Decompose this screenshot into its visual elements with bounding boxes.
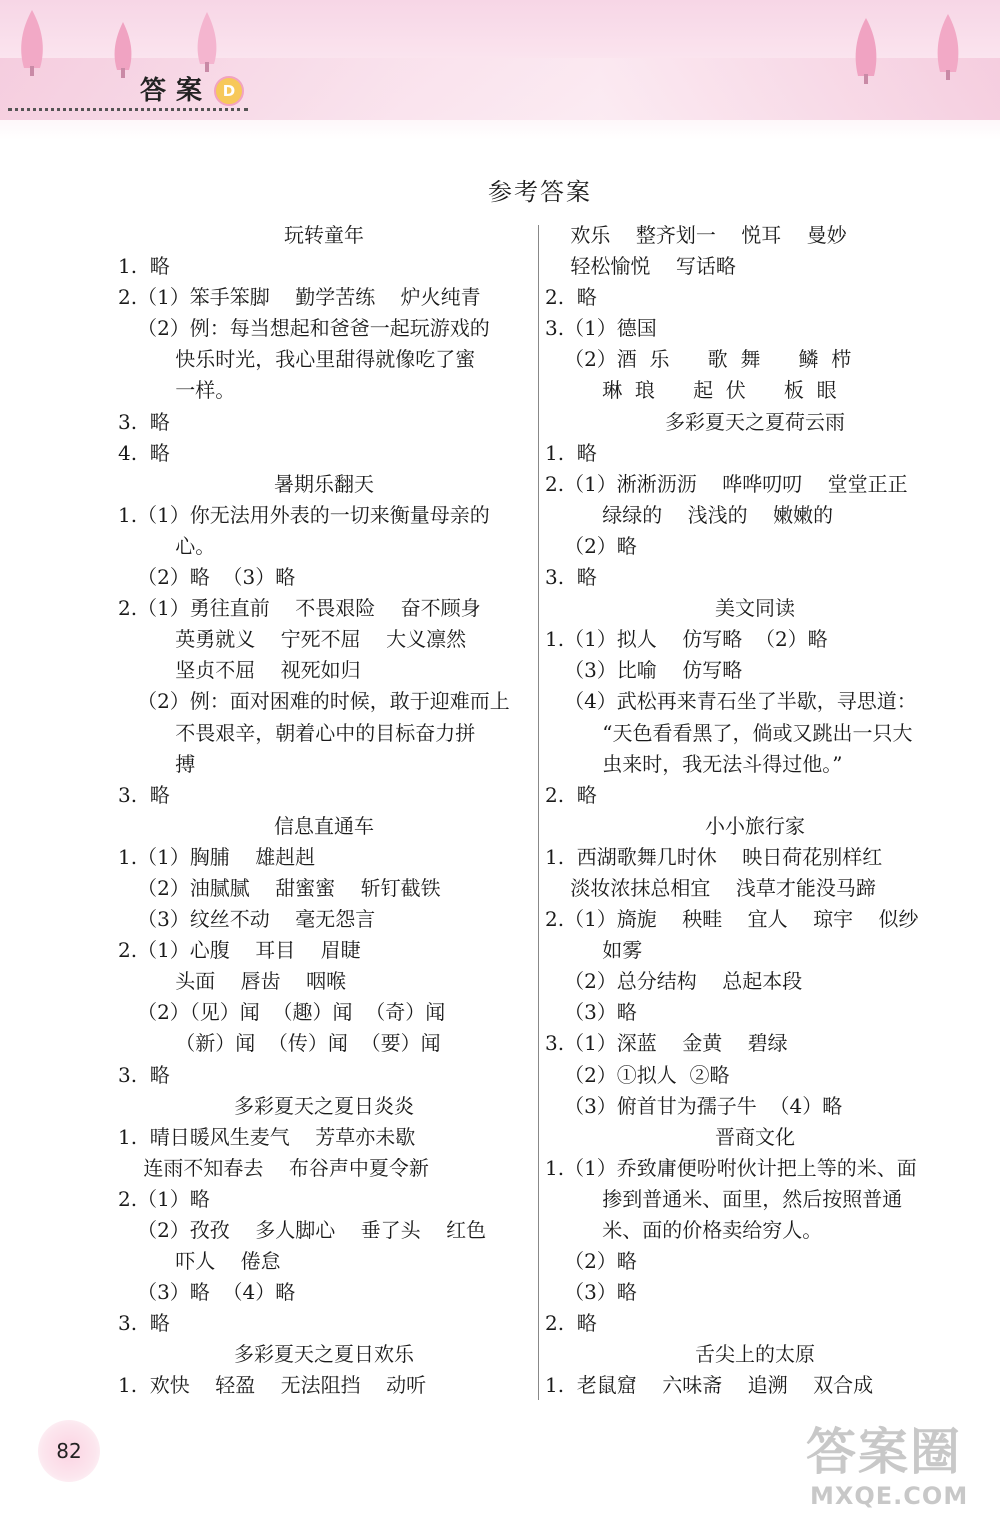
section-heading: 信息直通车 <box>274 813 374 838</box>
answer-line: 1.（1）拟人 仿写略 （2）略 <box>545 627 828 652</box>
section-heading: 多彩夏天之夏日炎炎 <box>234 1093 414 1118</box>
answer-line: 吓人 倦怠 <box>118 1249 281 1274</box>
answer-line: 英勇就义 宁死不屈 大义凛然 <box>118 627 467 652</box>
answer-line: 一样。 <box>118 378 236 403</box>
answer-line: （3）俯首甘为孺子牛 （4）略 <box>545 1093 843 1118</box>
answer-line: 3. 略 <box>118 409 170 434</box>
answer-line: （2）酒 乐 歌 舞 鳞 栉 <box>545 347 852 372</box>
answer-line: 2. 略 <box>545 782 597 807</box>
answer-line: 2.（1）笨手笨脚 勤学苦练 炉火纯青 <box>118 285 481 310</box>
answer-line: 2.（1）略 <box>118 1186 210 1211</box>
answer-line: 4. 略 <box>118 440 170 465</box>
answer-line: 3. 略 <box>545 565 597 590</box>
page-title: 参考答案 <box>488 178 592 206</box>
answer-line: 3. 略 <box>118 782 170 807</box>
answer-line: 2.（1）旖旎 秧畦 宜人 琼宇 似纱 <box>545 907 919 932</box>
answer-line: 3. 略 <box>118 1062 170 1087</box>
answer-line: 1.（1）乔致庸便吩咐伙计把上等的米、面 <box>545 1155 917 1180</box>
page-number: 82 <box>38 1420 100 1482</box>
answer-line: 2.（1）勇往直前 不畏艰险 奋不顾身 <box>118 596 481 621</box>
answer-line: 1.（1）胸脯 雄赳赳 <box>118 844 316 869</box>
answer-line: （2）略 （3）略 <box>118 565 296 590</box>
watermark <box>806 1412 986 1522</box>
answer-line: 2.（1）心腹 耳目 眉睫 <box>118 938 361 963</box>
answer-line: 轻松愉悦 写话略 <box>545 254 736 279</box>
dotted-rule <box>8 108 248 111</box>
header-banner <box>0 0 1000 140</box>
section-heading: 舌尖上的太原 <box>695 1342 815 1367</box>
section-heading: 玩转童年 <box>284 223 364 247</box>
answer-line: 1. 晴日暖风生麦气 芳草亦未歇 <box>118 1124 416 1149</box>
section-heading: 美文同读 <box>715 596 795 621</box>
answer-line: 2.（1）淅淅沥沥 哗哗叨叨 堂堂正正 <box>545 471 908 496</box>
answer-line: （3）略 <box>545 1000 637 1025</box>
answer-line: 1. 老鼠窟 六味斋 追溯 双合成 <box>545 1373 874 1398</box>
answer-line: （2）略 <box>545 533 637 558</box>
answer-line: 虫来时，我无法斗得过他。” <box>545 751 843 776</box>
answer-line: 米、面的价格卖给穷人。 <box>545 1218 823 1242</box>
pink-tree-icon <box>190 10 224 74</box>
answer-line: （2）例：每当想起和爸爸一起玩游戏的 <box>118 316 490 341</box>
answer-line: “天色看看黑了，倘或又跳出一只大 <box>545 720 913 745</box>
pink-tree-icon <box>12 8 52 78</box>
answer-line: 3.（1）深蓝 金黄 碧绿 <box>545 1031 788 1056</box>
answer-line: 坚贞不屈 视死如归 <box>118 658 361 683</box>
header-badge: D <box>214 76 244 106</box>
answer-line: （2）略 <box>545 1249 637 1274</box>
left-column <box>118 220 530 1402</box>
answer-line: 1. 欢快 轻盈 无法阻挡 动听 <box>118 1373 427 1398</box>
section-heading: 暑期乐翻天 <box>274 471 374 496</box>
answer-line: （2）例：面对困难的时候，敢于迎难而上 <box>118 689 510 714</box>
header-label: 答案 <box>140 76 213 106</box>
right-column <box>545 220 965 1402</box>
pink-tree-icon <box>108 20 138 80</box>
answer-line: 快乐时光，我心里甜得就像吃了蜜 <box>118 347 476 372</box>
section-heading: 多彩夏天之夏荷云雨 <box>665 409 845 434</box>
answer-line: 1. 略 <box>545 440 597 465</box>
answer-line: （2）孜孜 多人脚心 垂了头 红色 <box>118 1218 487 1242</box>
pink-tree-icon <box>848 16 884 86</box>
answer-line: （2）油腻腻 甜蜜蜜 斩钉截铁 <box>118 875 441 900</box>
answer-line: 搏 <box>118 751 196 776</box>
answer-line: 绿绿的 浅浅的 嫩嫩的 <box>545 502 834 527</box>
answer-line: 掺到普通米、面里，然后按照普通 <box>545 1186 903 1211</box>
answer-line: （2）（见）闻 （趣）闻 （奇）闻 <box>118 1000 446 1025</box>
answer-line: （3）比喻 仿写略 <box>545 658 743 683</box>
answer-line: 3.（1）德国 <box>545 316 657 341</box>
answer-line: 淡妆浓抹总相宜 浅草才能没马蹄 <box>545 875 876 900</box>
answer-line: 如雾 <box>545 938 643 963</box>
answer-line: （4）武松再来青石坐了半歇，寻思道： <box>545 689 917 714</box>
answer-line: 不畏艰辛，朝着心中的目标奋力拼 <box>118 720 476 745</box>
answer-line: （2）①拟人 ②略 <box>545 1062 730 1087</box>
answer-line: 1. 略 <box>118 254 170 279</box>
answer-line: 连雨不知春去 布谷声中夏令新 <box>118 1155 429 1180</box>
answer-line: （2）总分结构 总起本段 <box>545 969 803 994</box>
answer-line: 头面 唇齿 咽喉 <box>118 969 347 994</box>
pink-tree-icon <box>930 12 966 82</box>
answer-line: （3）略 <box>545 1280 637 1305</box>
section-heading: 晋商文化 <box>715 1124 795 1149</box>
answer-line: 1. 西湖歌舞几时休 映日荷花别样红 <box>545 844 883 869</box>
section-heading: 小小旅行家 <box>705 813 805 838</box>
answer-line: 3. 略 <box>118 1311 170 1336</box>
answer-line: （3）略 （4）略 <box>118 1280 296 1305</box>
answer-line: 欢乐 整齐划一 悦耳 曼妙 <box>545 223 847 247</box>
answer-line: 1.（1）你无法用外表的一切来衡量母亲的 <box>118 502 490 527</box>
watermark-sub: MXQE.COM <box>810 1482 969 1510</box>
section-heading: 多彩夏天之夏日欢乐 <box>234 1342 414 1367</box>
column-divider <box>538 225 539 1400</box>
answer-line: （3）纹丝不动 毫无怨言 <box>118 907 376 932</box>
answer-line: 2. 略 <box>545 1311 597 1336</box>
answer-line: 心。 <box>118 533 216 558</box>
answer-line: 琳 琅 起 伏 板 眼 <box>545 378 837 403</box>
watermark-main: 答案圈 <box>806 1423 962 1481</box>
answer-line: （新）闻 （传）闻 （要）闻 <box>118 1031 441 1056</box>
answer-line: 2. 略 <box>545 285 597 310</box>
